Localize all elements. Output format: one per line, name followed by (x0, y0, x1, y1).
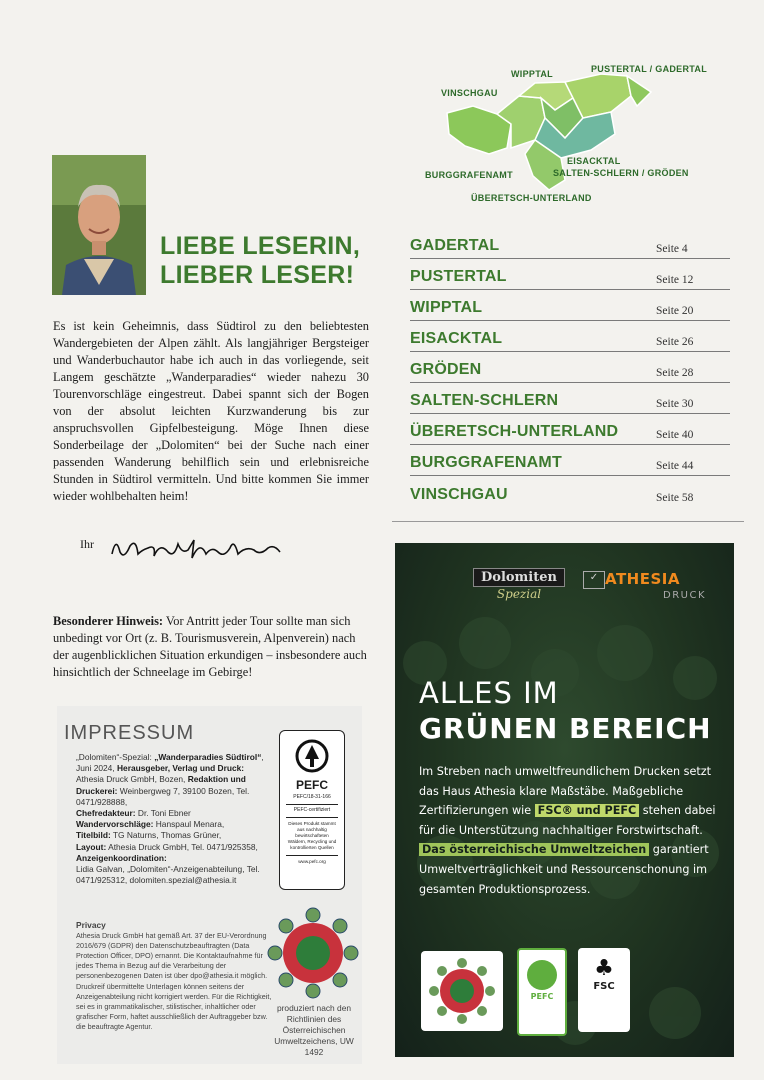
south-tyrol-map (415, 58, 715, 208)
umweltzeichen-logo (265, 905, 361, 1006)
fsc-cert (578, 948, 630, 1032)
privacy-label: Privacy (76, 920, 106, 930)
imp-text: „Dolomiten“-Spezial: (76, 752, 155, 762)
toc-page: Seite 40 (656, 429, 694, 441)
label-salten-schlern: SALTEN-SCHLERN / GRÖDEN (553, 168, 689, 178)
toc-page: Seite 30 (656, 398, 694, 410)
athesia-druck: DRUCK (663, 590, 707, 601)
imp-text: Lidia Galvan, „Dolomiten“-Anzeigenabteilung, Tel. 0471/925312, dolomiten.spezial@athesia.it (76, 864, 260, 886)
impressum-body (76, 752, 272, 886)
special-notice (53, 613, 369, 681)
ad-text: garantiert Umweltverträglichkeit und Ressourcenschonung im gesamten Produktionsprozess. (419, 843, 709, 896)
toc-name: EISACKTAL (410, 330, 503, 347)
ad-highlight: FSC® und PEFC (535, 804, 640, 817)
imp-text: Weinbergweg 7, 39100 Bozen, Tel. 0471/928888, (76, 785, 250, 807)
athesia-emblem-icon: ✓ (583, 571, 605, 589)
fsc-cert-name: FSC (593, 981, 615, 992)
label-burggrafenamt: BURGGRAFENAMT (425, 170, 513, 180)
dolomiten-logo-text: Dolomiten (473, 568, 565, 587)
toc-row[interactable] (410, 321, 730, 352)
pefc-cert-icon (527, 960, 557, 990)
umweltzeichen-cert (421, 951, 503, 1031)
toc-name: VINSCHGAU (410, 486, 508, 503)
toc-name: PUSTERTAL (410, 268, 507, 285)
imp-text: Athesia Druck GmbH, Tel. 0471/925358, (106, 841, 258, 852)
notice-label: Besonderer Hinweis: (53, 614, 164, 628)
pefc-text: Dieses Produkt stammt aus nachhaltig bewirtschafteten Wäldern, Recycling und kontrollierten Quellen (286, 817, 338, 851)
privacy-text (76, 920, 272, 1032)
ad-text: stehen dabei für die Unterstützung nachhaltiger Forstwirtschaft. (419, 804, 716, 837)
signature-prefix: Ihr (80, 537, 94, 551)
imp-bold: Titelbild: (76, 830, 111, 841)
greeting-heading (160, 232, 380, 290)
toc-name: GRÖDEN (410, 361, 482, 378)
table-of-contents (410, 228, 730, 507)
divider (392, 521, 744, 522)
imp-bold: Chefredakteur: (76, 808, 136, 819)
pefc-certified: PEFC-certifiziert (286, 804, 338, 813)
imp-bold: „Wanderparadies Südtirol“ (154, 752, 262, 762)
toc-page: Seite 26 (656, 336, 694, 348)
intro-text: Es ist kein Geheimnis, dass Südtirol zu den beliebtesten Wandergebieten der Alpen zählt. Als langjähriger Bergsteiger und Wanderbuchautor habe ich auch in das vorliegende, seit Langem geschätzte „Wanderparadies“ wieder nahezu 30 Tourenvorschläge eingestreut. Dabei spannt sich der Bogen von der absolut leichten Kurzwanderung bis zur anspruchsvollen Gipfelbesteigung. Möge Ihnen diese Sonderbeilage der „Dolomiten“ bei der Suche nach einer passenden Wanderung behilflich sein und erlebnisreiche Stunden in Südtirol vermitteln. Und bitte kommen Sie immer wieder wohlbehalten heim! (53, 319, 369, 503)
pefc-cert (517, 948, 567, 1036)
imp-bold: Anzeigenkoordination: (76, 852, 167, 863)
toc-page: Seite 44 (656, 460, 694, 472)
toc-row[interactable] (410, 383, 730, 414)
imp-bold: Layout: (76, 841, 107, 852)
privacy-body: Athesia Druck GmbH hat gemäß Art. 37 der EU-Verordnung 2016/679 (GDPR) den Datenschutzbeauftragten (Data Protection Officer, DPO) ernannt. Die Kontaktaufnahme für jedes Thema in Bezug auf die Verarbeitung der personenbezogenen Daten ist über dpo@athesia.it möglich. (76, 931, 268, 981)
disclaimer-body: Druckreif übermittelte Unterlagen können seitens der Anzeigenabteilung nicht korrigiert werden. Für die Richtigkeit, sei es in grammatikalischer, stilistischer, inhaltlicher oder grafischer Form, haftet ausschließlich der Auftraggeber bzw. die beauftragte Agentur. (76, 981, 272, 1031)
imp-text: Athesia Druck GmbH, Bozen, (76, 774, 188, 785)
toc-name: BURGGRAFENAMT (410, 454, 562, 471)
imp-text: , Juni 2024, (76, 752, 264, 774)
toc-row[interactable] (410, 414, 730, 445)
athesia-brand: ATHESIA (605, 570, 680, 588)
label-eisacktal: EISACKTAL (567, 156, 621, 166)
toc-row[interactable] (410, 445, 730, 476)
spezial-text: Spezial (496, 587, 542, 601)
impressum-title: IMPRESSUM (64, 722, 195, 744)
imp-bold: Wandervorschläge: (76, 819, 154, 830)
toc-row[interactable] (410, 352, 730, 383)
toc-name: WIPPTAL (410, 299, 483, 316)
umweltzeichen-caption: produziert nach den Richtlinien des Österreichischen Umweltzeichens, UW 1492 (274, 1003, 354, 1057)
toc-name: ÜBERETSCH-UNTERLAND (410, 423, 619, 440)
pefc-tree-icon (292, 739, 332, 773)
imp-text: TG Naturns, Thomas Grüner, (110, 830, 222, 841)
toc-page: Seite 58 (656, 492, 694, 504)
imp-bold: Herausgeber, Verlag und Druck: (116, 763, 245, 774)
ad-text: Im Streben nach umweltfreundlichem Drucken setzt das Haus Athesia klare Maßstäbe. Maßgebliche Zertifizierungen wie (419, 765, 712, 818)
label-vinschgau: VINSCHGAU (441, 88, 498, 98)
region-map-graphic (415, 58, 715, 208)
toc-page: Seite 28 (656, 367, 694, 379)
imp-text: Dr. Toni Ebner (135, 808, 191, 819)
toc-row[interactable] (410, 259, 730, 290)
greeting-line-1: LIEBE LESERIN, (160, 232, 361, 260)
ad-title-line-2: GRÜNEN BEREICH (419, 712, 712, 745)
label-ueberetsch: ÜBERETSCH-UNTERLAND (471, 193, 592, 203)
fsc-tree-icon: ♣ (594, 956, 614, 981)
pefc-label (279, 730, 345, 890)
ad-body (419, 762, 719, 899)
toc-name: GADERTAL (410, 237, 500, 254)
toc-row[interactable] (410, 476, 730, 507)
map-region-gadertal (627, 76, 651, 106)
pefc-name: PEFC (295, 778, 328, 792)
toc-page: Seite 12 (656, 274, 694, 286)
dolomiten-spezial-logo (473, 568, 565, 604)
toc-row[interactable] (410, 290, 730, 321)
author-photo (52, 155, 146, 295)
toc-page: Seite 20 (656, 305, 694, 317)
toc-name: SALTEN-SCHLERN (410, 392, 559, 409)
label-wipptal: WIPPTAL (511, 69, 553, 79)
toc-page: Seite 4 (656, 243, 688, 255)
pefc-url: www.pefc.org (286, 855, 338, 864)
ad-highlight: Das österreichische Umweltzeichen (419, 843, 649, 856)
greeting-line-2: LIEBER LESER! (160, 261, 355, 289)
imp-bold: Redaktion und Druckerei: (76, 774, 246, 796)
notice-text: Vor Antritt jeder Tour sollte man sich unbedingt vor Ort (z. B. Tourismusverein, Alpenverein) nach der augenblicklichen Situation erkundigen – insbesondere auch hinsichtlich der Schneelage im Gebirge! (53, 614, 367, 679)
label-pustertal: PUSTERTAL / GADERTAL (591, 64, 707, 74)
pefc-id: PEFC/18-31-166 (293, 794, 331, 800)
imp-text: Hanspaul Menara, (153, 819, 225, 830)
signature-image (108, 532, 288, 569)
ad-title-line-1: ALLES IM (419, 676, 559, 710)
toc-row[interactable] (410, 228, 730, 259)
pefc-cert-name: PEFC (530, 992, 554, 1001)
